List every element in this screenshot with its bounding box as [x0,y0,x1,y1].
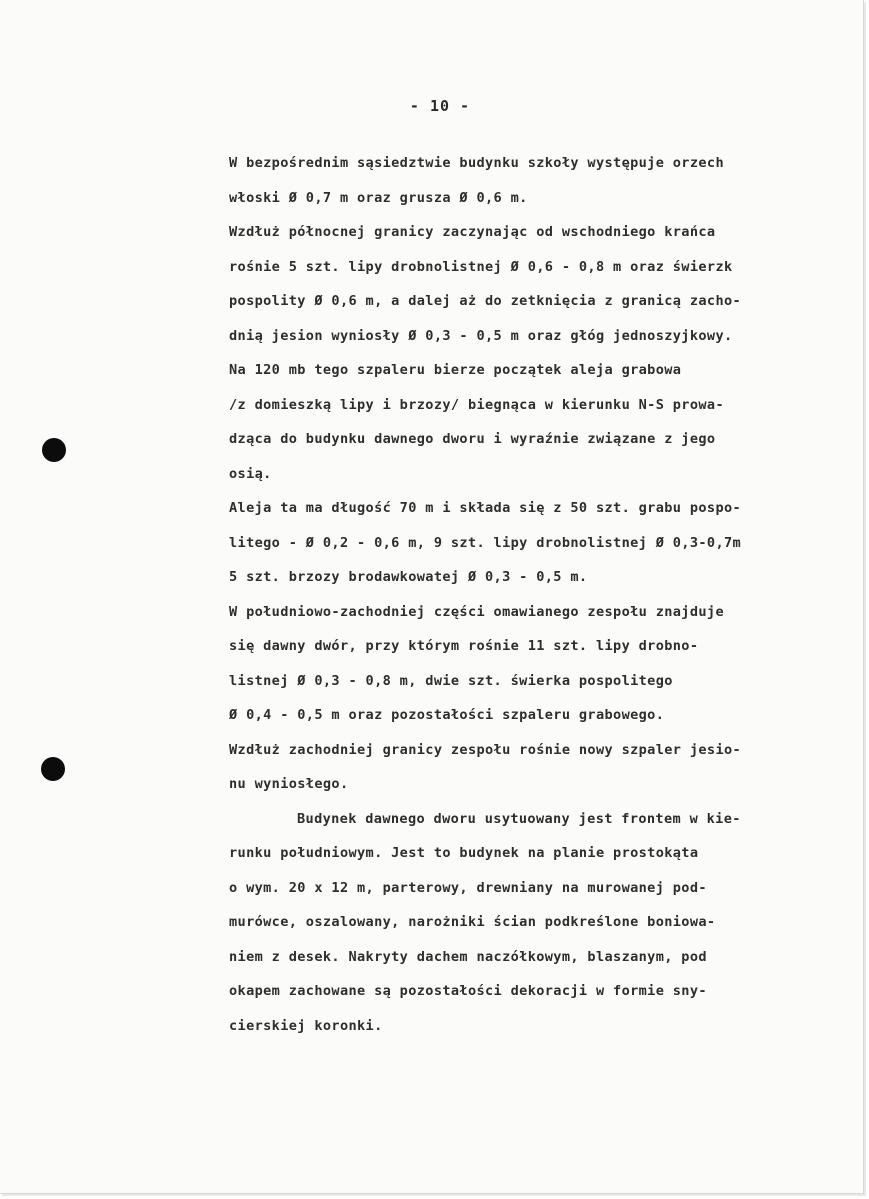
body-text [229,146,864,1043]
text-line: Na 120 mb tego szpaleru bierze początek aleja grabowa [229,362,682,378]
text-line: Wzdłuż zachodniej granicy zespołu rośnie nowy szpaler jesio- [229,741,742,758]
text-line: cierskiej koronki. [229,1017,383,1034]
text-line: okapem zachowane są pozostałości dekoracji w formie sny- [229,983,707,999]
text-line: dnią jesion wyniosły Ø 0,3 - 0,5 m oraz głóg jednoszyjkowy. [229,327,733,344]
text-line: Wzdłuż północnej granicy zaczynając od wschodniego krańca [229,224,716,240]
text-line: rośnie 5 szt. lipy drobnolistnej Ø 0,6 - 0,8 m oraz świerzk [229,258,733,275]
text-line: niem z desek. Nakryty dachem naczółkowym, blaszanym, pod [229,948,707,965]
text-line: się dawny dwór, przy którym rośnie 11 szt. lipy drobno- [229,638,699,654]
text-line: /z domieszką lipy i brzozy/ biegnąca w kierunku N-S prowa- [229,396,724,413]
text-line: Budynek dawnego dworu usytuowany jest frontem w kie- [297,810,741,827]
text-line: listnej Ø 0,3 - 0,8 m, dwie szt. świerka pospolitego [229,672,673,689]
punch-hole-top [42,438,66,462]
text-line: murówce, oszalowany, narożniki ścian podkreślone boniowa- [229,914,716,930]
page-number: - 10 - [409,97,471,115]
text-line: litego - Ø 0,2 - 0,6 m, 9 szt. lipy drobnolistnej Ø 0,3-0,7m [229,534,742,551]
text-line: włoski Ø 0,7 m oraz grusza Ø 0,6 m. [229,189,528,206]
text-line: 5 szt. brzozy brodawkowatej Ø 0,3 - 0,5 m. [229,569,588,585]
text-line: Ø 0,4 - 0,5 m oraz pozostałości szpaleru grabowego. [229,707,665,723]
text-line: nu wyniosłego. [229,776,349,792]
text-line: dząca do budynku dawnego dworu i wyraźnie związane z jego [229,431,716,447]
text-line: runku południowym. Jest to budynek na planie prostokąta [229,845,699,861]
text-line: W bezpośrednim sąsiedztwie budynku szkoły występuje orzech [229,155,724,171]
text-line: Aleja ta ma długość 70 m i składa się z 50 szt. grabu pospo- [229,500,742,516]
text-line: pospolity Ø 0,6 m, a dalej aż do zetknięcia z granicą zacho- [229,293,742,309]
text-line: o wym. 20 x 12 m, parterowy, drewniany na murowanej pod- [229,879,707,896]
text-line: W południowo-zachodniej części omawianego zespołu znajduje [229,603,724,620]
punch-hole-bottom [41,757,65,781]
text-line: osią. [229,465,272,482]
